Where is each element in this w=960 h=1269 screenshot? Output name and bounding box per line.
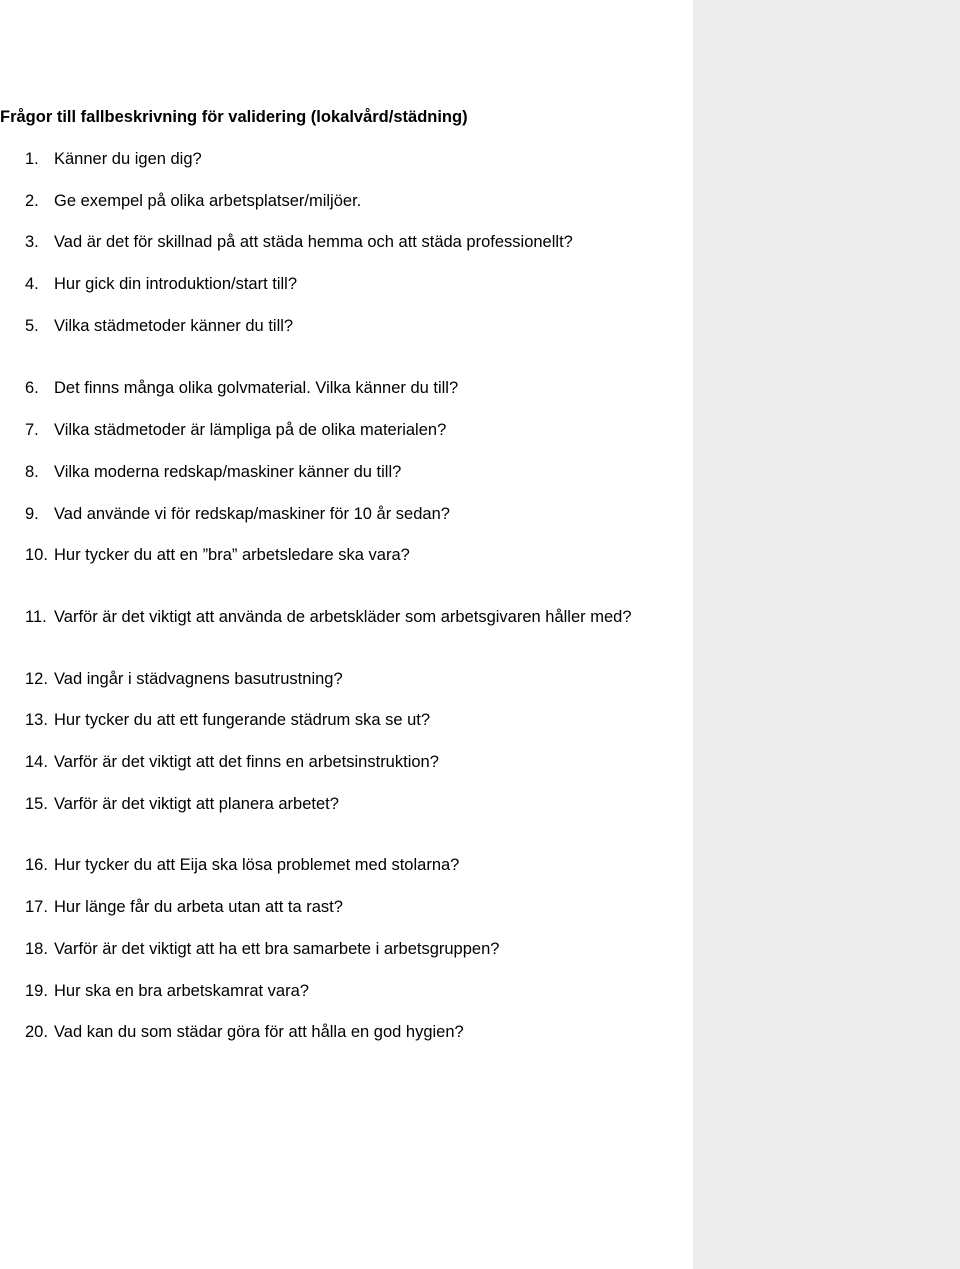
question-item (25, 191, 665, 211)
question-text: Vad är det för skillnad på att städa hemma och att städa professionellt? (54, 233, 573, 251)
question-text: Det finns många olika golvmaterial. Vilka känner du till? (54, 379, 459, 397)
question-number: 5. (25, 317, 39, 335)
question-text: Hur gick din introduktion/start till? (54, 275, 298, 293)
question-number: 11. (25, 608, 47, 626)
question-item (25, 752, 665, 772)
question-item (25, 607, 665, 627)
question-text: Varför är det viktigt att planera arbetet? (54, 795, 339, 813)
question-text: Hur tycker du att ett fungerande städrum ska se ut? (54, 711, 431, 729)
question-text: Vilka moderna redskap/maskiner känner du till? (54, 463, 402, 481)
question-item (25, 855, 665, 875)
question-text: Känner du igen dig? (54, 150, 202, 168)
question-item (25, 316, 665, 336)
question-number: 12. (25, 670, 48, 688)
question-item (25, 420, 665, 440)
question-item (25, 939, 665, 959)
question-item (25, 504, 665, 524)
question-text: Vad ingår i städvagnens basutrustning? (54, 670, 343, 688)
question-number: 10. (25, 546, 48, 564)
question-text: Varför är det viktigt att använda de arbetskläder som arbetsgivaren håller med? (54, 608, 632, 626)
question-item (25, 545, 665, 565)
question-text: Vad använde vi för redskap/maskiner för 10 år sedan? (54, 505, 450, 523)
question-item (25, 378, 665, 398)
question-item (25, 149, 665, 169)
question-number: 13. (25, 711, 48, 729)
question-number: 16. (25, 856, 48, 874)
question-number: 19. (25, 982, 48, 1000)
question-number: 2. (25, 192, 39, 210)
question-number: 14. (25, 753, 48, 771)
question-text: Vilka städmetoder känner du till? (54, 317, 294, 335)
question-text: Hur tycker du att en ”bra” arbetsledare ska vara? (54, 546, 410, 564)
question-text: Vad kan du som städar göra för att hålla en god hygien? (54, 1023, 464, 1041)
question-number: 7. (25, 421, 39, 439)
question-item (25, 669, 665, 689)
question-number: 6. (25, 379, 39, 397)
question-item (25, 897, 665, 917)
question-number: 3. (25, 233, 39, 251)
question-text: Varför är det viktigt att ha ett bra samarbete i arbetsgruppen? (54, 940, 500, 958)
comment-margin-pane (693, 0, 960, 1269)
document-title: Frågor till fallbeskrivning för validering (lokalvård/städning) (0, 108, 468, 126)
question-text: Hur länge får du arbeta utan att ta rast? (54, 898, 343, 916)
question-number: 8. (25, 463, 39, 481)
question-number: 15. (25, 795, 48, 813)
question-item (25, 981, 665, 1001)
question-text: Varför är det viktigt att det finns en arbetsinstruktion? (54, 753, 439, 771)
question-text: Vilka städmetoder är lämpliga på de olika materialen? (54, 421, 447, 439)
question-item (25, 274, 665, 294)
question-item (25, 710, 665, 730)
question-number: 4. (25, 275, 39, 293)
question-text: Hur ska en bra arbetskamrat vara? (54, 982, 309, 1000)
question-item (25, 1022, 665, 1042)
question-item (25, 794, 665, 814)
question-number: 1. (25, 150, 39, 168)
question-number: 9. (25, 505, 39, 523)
question-number: 20. (25, 1023, 48, 1041)
question-item (25, 232, 665, 252)
question-item (25, 462, 665, 482)
question-text: Hur tycker du att Eija ska lösa problemet med stolarna? (54, 856, 460, 874)
question-number: 18. (25, 940, 48, 958)
question-number: 17. (25, 898, 48, 916)
question-text: Ge exempel på olika arbetsplatser/miljöer. (54, 192, 362, 210)
